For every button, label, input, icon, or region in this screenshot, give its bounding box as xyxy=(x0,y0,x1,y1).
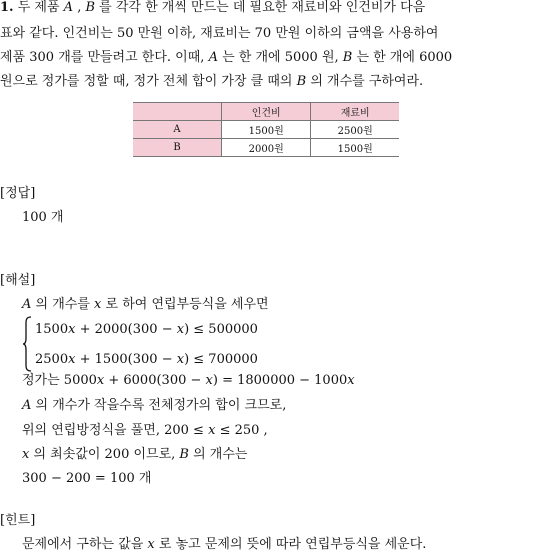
answer-label: [정답] xyxy=(0,186,36,201)
math-variable: B xyxy=(85,0,96,15)
table-row-label: A xyxy=(133,121,222,139)
math-variable: x xyxy=(176,322,185,337)
math-variable: A xyxy=(22,297,32,312)
problem-line-1 xyxy=(0,0,425,16)
math-variable: x xyxy=(205,373,213,388)
math-variable: B xyxy=(342,50,353,65)
system-inequality-1: 1500x + 2000(300 − x) ≤ 500000 xyxy=(35,322,258,337)
math-variable: x xyxy=(208,423,216,438)
problem-line-4: 원으로 정가를 정할 때, 정가 전체 합이 가장 클 때의 B 의 개수를 구하여라. xyxy=(0,74,424,89)
math-variable: x xyxy=(22,447,30,462)
table-header-cell: 재료비 xyxy=(311,103,399,121)
math-variable: B xyxy=(296,74,307,89)
table-row xyxy=(133,121,399,139)
problem-line-3: 제품 300 개를 만들려고 한다. 이때, A 는 한 개에 5000 원, B 는 한 개에 6000 xyxy=(0,50,453,65)
math-variable: x xyxy=(96,373,105,388)
math-variable: x xyxy=(94,297,102,312)
math-variable: B xyxy=(179,447,189,462)
table-row xyxy=(133,139,399,157)
math-variable: A xyxy=(63,0,74,15)
table-cell: 1500원 xyxy=(222,121,311,139)
table-cell: 1500원 xyxy=(311,139,399,157)
solution-line: 위의 연립방정식을 풀면, 200 ≤ x ≤ 250 , xyxy=(22,423,268,438)
problem-text-1: 두 제품 A , B 를 각각 한 개씩 만드는 데 필요한 재료비와 인건비가 다음 xyxy=(17,0,426,15)
problem-number: 1. xyxy=(0,0,14,15)
math-variable: x xyxy=(147,537,155,552)
hint-label: [힌트] xyxy=(0,513,36,528)
hint-line: 문제에서 구하는 값을 x 로 놓고 문제의 뜻에 따라 연립부등식을 세운다. xyxy=(22,537,427,552)
math-variable: A xyxy=(208,50,218,65)
problem-line-2: 표와 같다. 인건비는 50 만원 이하, 재료비는 70 만원 이하의 금액을 사용하여 xyxy=(0,26,439,41)
solution-label: [해설] xyxy=(0,273,36,288)
table-header-cell: 인건비 xyxy=(222,103,311,121)
system-inequality-2: 2500x + 1500(300 − x) ≤ 700000 xyxy=(35,352,258,367)
left-brace xyxy=(22,316,32,372)
answer-value: 100 개 xyxy=(22,210,64,225)
cost-table xyxy=(133,102,399,157)
solution-line: 정가는 5000x + 6000(300 − x) = 1800000 − 1000x xyxy=(22,373,355,388)
table-header-cell xyxy=(133,103,222,121)
math-variable: x xyxy=(68,322,76,337)
table-header-row xyxy=(133,103,399,121)
solution-line: 300 − 200 = 100 개 xyxy=(22,471,152,486)
table-row-label: B xyxy=(133,139,222,157)
solution-line: A 의 개수가 작을수록 전체정가의 합이 크므로, xyxy=(22,398,287,413)
math-variable: x xyxy=(68,352,76,367)
solution-line: x 의 최솟값이 200 이므로, B 의 개수는 xyxy=(22,447,248,462)
solution-intro: A 의 개수를 x 로 하여 연립부등식을 세우면 xyxy=(22,297,269,312)
math-variable: x xyxy=(347,373,355,388)
math-variable: A xyxy=(22,398,32,413)
math-variable: x xyxy=(176,352,185,367)
table-cell: 2500원 xyxy=(311,121,399,139)
table-cell: 2000원 xyxy=(222,139,311,157)
